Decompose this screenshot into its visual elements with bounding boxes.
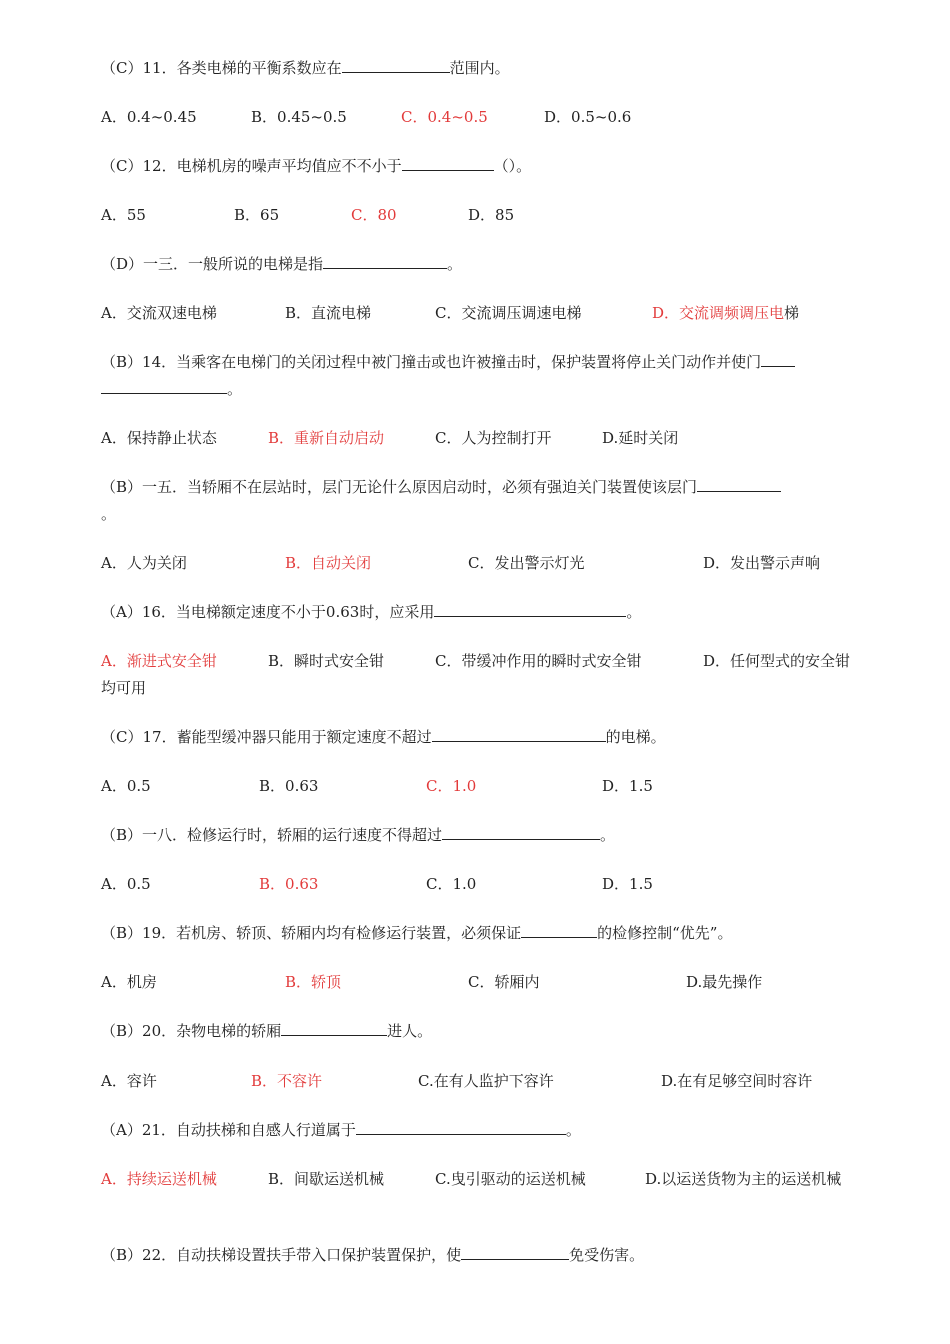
option-d: D.延时关闭 — [602, 429, 679, 447]
option-b: B．0.63 — [259, 777, 319, 795]
question-15: （B）一五．当轿厢不在层站时，层门无论什么原因启动时，必须有强迫关门装置使该层门 。 — [101, 474, 851, 528]
option-a: A．容许 — [101, 1072, 157, 1090]
option-a: A．55 — [101, 206, 146, 224]
option-c-correct: C．80 — [351, 206, 397, 224]
option-c: C.在有人监护下容许 — [418, 1072, 554, 1090]
answer-blank — [101, 379, 227, 394]
option-c-correct: C．1.0 — [426, 777, 477, 795]
option-c: C．1.0 — [426, 875, 477, 893]
question-22: （B）22．自动扶梯设置扶手带入口保护装置保护，使 免受伤害。 — [101, 1246, 645, 1264]
answer-blank — [356, 1120, 566, 1135]
question-20: （B）20．杂物电梯的轿厢 进人。 — [101, 1022, 433, 1040]
question-12: （C）12．电梯机房的噪声平均值应不不小于 （）。 — [101, 157, 532, 175]
question-16: （A）16．当电梯额定速度不小于0.63时，应采用 。 — [101, 603, 642, 621]
option-d: D.以运送货物为主的运送机械 — [645, 1170, 842, 1188]
answer-blank — [442, 825, 600, 840]
option-a-correct: A．渐进式安全钳 — [101, 652, 217, 670]
question-14: （B）14．当乘客在电梯门的关闭过程中被门撞击或也许被撞击时，保护装置将停止关门动作并使门 。 — [101, 349, 851, 403]
option-d: D．发出警示声响 — [703, 554, 821, 572]
option-d: D.在有足够空间时容许 — [661, 1072, 813, 1090]
option-d: D．0.5~0.6 — [544, 108, 632, 126]
question-stem: （C）12．电梯机房的噪声平均值应不不小于 — [101, 157, 402, 175]
question-18: （B）一八．检修运行时，轿厢的运行速度不得超过 。 — [101, 826, 616, 844]
question-11: （C）11．各类电梯的平衡系数应在 范围内。 — [101, 59, 510, 77]
answer-blank — [697, 477, 781, 492]
option-c: C．发出警示灯光 — [468, 554, 585, 572]
question-stem: （D）一三．一般所说的电梯是指 — [101, 255, 324, 273]
question-stem: （A）21．自动扶梯和自感人行道属于 — [101, 1121, 356, 1139]
option-c-correct: C．0.4~0.5 — [401, 108, 488, 126]
option-b-correct: B．自动关闭 — [285, 554, 372, 572]
answer-blank — [521, 923, 597, 938]
option-b-correct: B．轿顶 — [285, 973, 342, 991]
option-b: B．0.45~0.5 — [251, 108, 347, 126]
question-13: （D）一三．一般所说的电梯是指 。 — [101, 255, 463, 273]
question-stem: （B）一八．检修运行时，轿厢的运行速度不得超过 — [101, 826, 443, 844]
option-d: D．85 — [468, 206, 515, 224]
option-b: B．65 — [234, 206, 280, 224]
option-a: A．交流双速电梯 — [101, 304, 217, 322]
option-a: A．0.4~0.45 — [101, 108, 197, 126]
answer-blank — [461, 1245, 569, 1260]
answer-blank — [281, 1021, 387, 1036]
option-c: C．轿厢内 — [468, 973, 540, 991]
option-b-correct: B．0.63 — [259, 875, 319, 893]
option-c: C．人为控制打开 — [435, 429, 552, 447]
option-a: A．0.5 — [101, 875, 151, 893]
option-d: D．1.5 — [602, 875, 653, 893]
option-b-correct: B．重新自动启动 — [268, 429, 385, 447]
option-c: C.曳引驱动的运送机械 — [435, 1170, 586, 1188]
option-a: A．保持静止状态 — [101, 429, 217, 447]
question-stem: （B）19．若机房、轿顶、轿厢内均有检修运行装置，必须保证 — [101, 924, 522, 942]
question-stem: （C）11．各类电梯的平衡系数应在 — [101, 59, 342, 77]
answer-blank — [342, 58, 450, 73]
option-b: B．瞬时式安全钳 — [268, 652, 385, 670]
option-d-correct: D．交流调频调压电梯 — [652, 304, 800, 322]
option-b: B．间歇运送机械 — [268, 1170, 385, 1188]
option-a: A．0.5 — [101, 777, 151, 795]
question-19: （B）19．若机房、轿顶、轿厢内均有检修运行装置，必须保证 的检修控制“优先”。 — [101, 924, 733, 942]
option-c: C．带缓冲作用的瞬时式安全钳 — [435, 652, 642, 670]
answer-blank — [434, 602, 626, 617]
option-a: A．人为关闭 — [101, 554, 187, 572]
question-stem: （B）14．当乘客在电梯门的关闭过程中被门撞击或也许被撞击时，保护装置将停止关门动作并使门 — [101, 353, 762, 371]
answer-blank — [323, 254, 447, 269]
question-stem: （C）17．蓄能型缓冲器只能用于额定速度不超过 — [101, 728, 432, 746]
option-a-correct: A．持续运送机械 — [101, 1170, 217, 1188]
question-stem: （A）16．当电梯额定速度不小于0.63时，应采用 — [101, 603, 435, 621]
option-c: C．交流调压调速电梯 — [435, 304, 582, 322]
question-21: （A）21．自动扶梯和自感人行道属于 。 — [101, 1121, 581, 1139]
question-stem: （B）一五．当轿厢不在层站时，层门无论什么原因启动时，必须有强迫关门装置使该层门 — [101, 478, 698, 496]
option-d: D．1.5 — [602, 777, 653, 795]
option-d: D.最先操作 — [686, 973, 763, 991]
answer-blank — [402, 156, 494, 171]
question-17: （C）17．蓄能型缓冲器只能用于额定速度不超过 的电梯。 — [101, 728, 666, 746]
option-d: D．任何型式的安全钳均可用 — [101, 652, 851, 697]
option-a: A．机房 — [101, 973, 157, 991]
option-b: B．直流电梯 — [285, 304, 372, 322]
question-stem: （B）22．自动扶梯设置扶手带入口保护装置保护，使 — [101, 1246, 462, 1264]
option-b-correct: B．不容许 — [251, 1072, 323, 1090]
question-stem: （B）20．杂物电梯的轿厢 — [101, 1022, 282, 1040]
answer-blank — [432, 727, 606, 742]
